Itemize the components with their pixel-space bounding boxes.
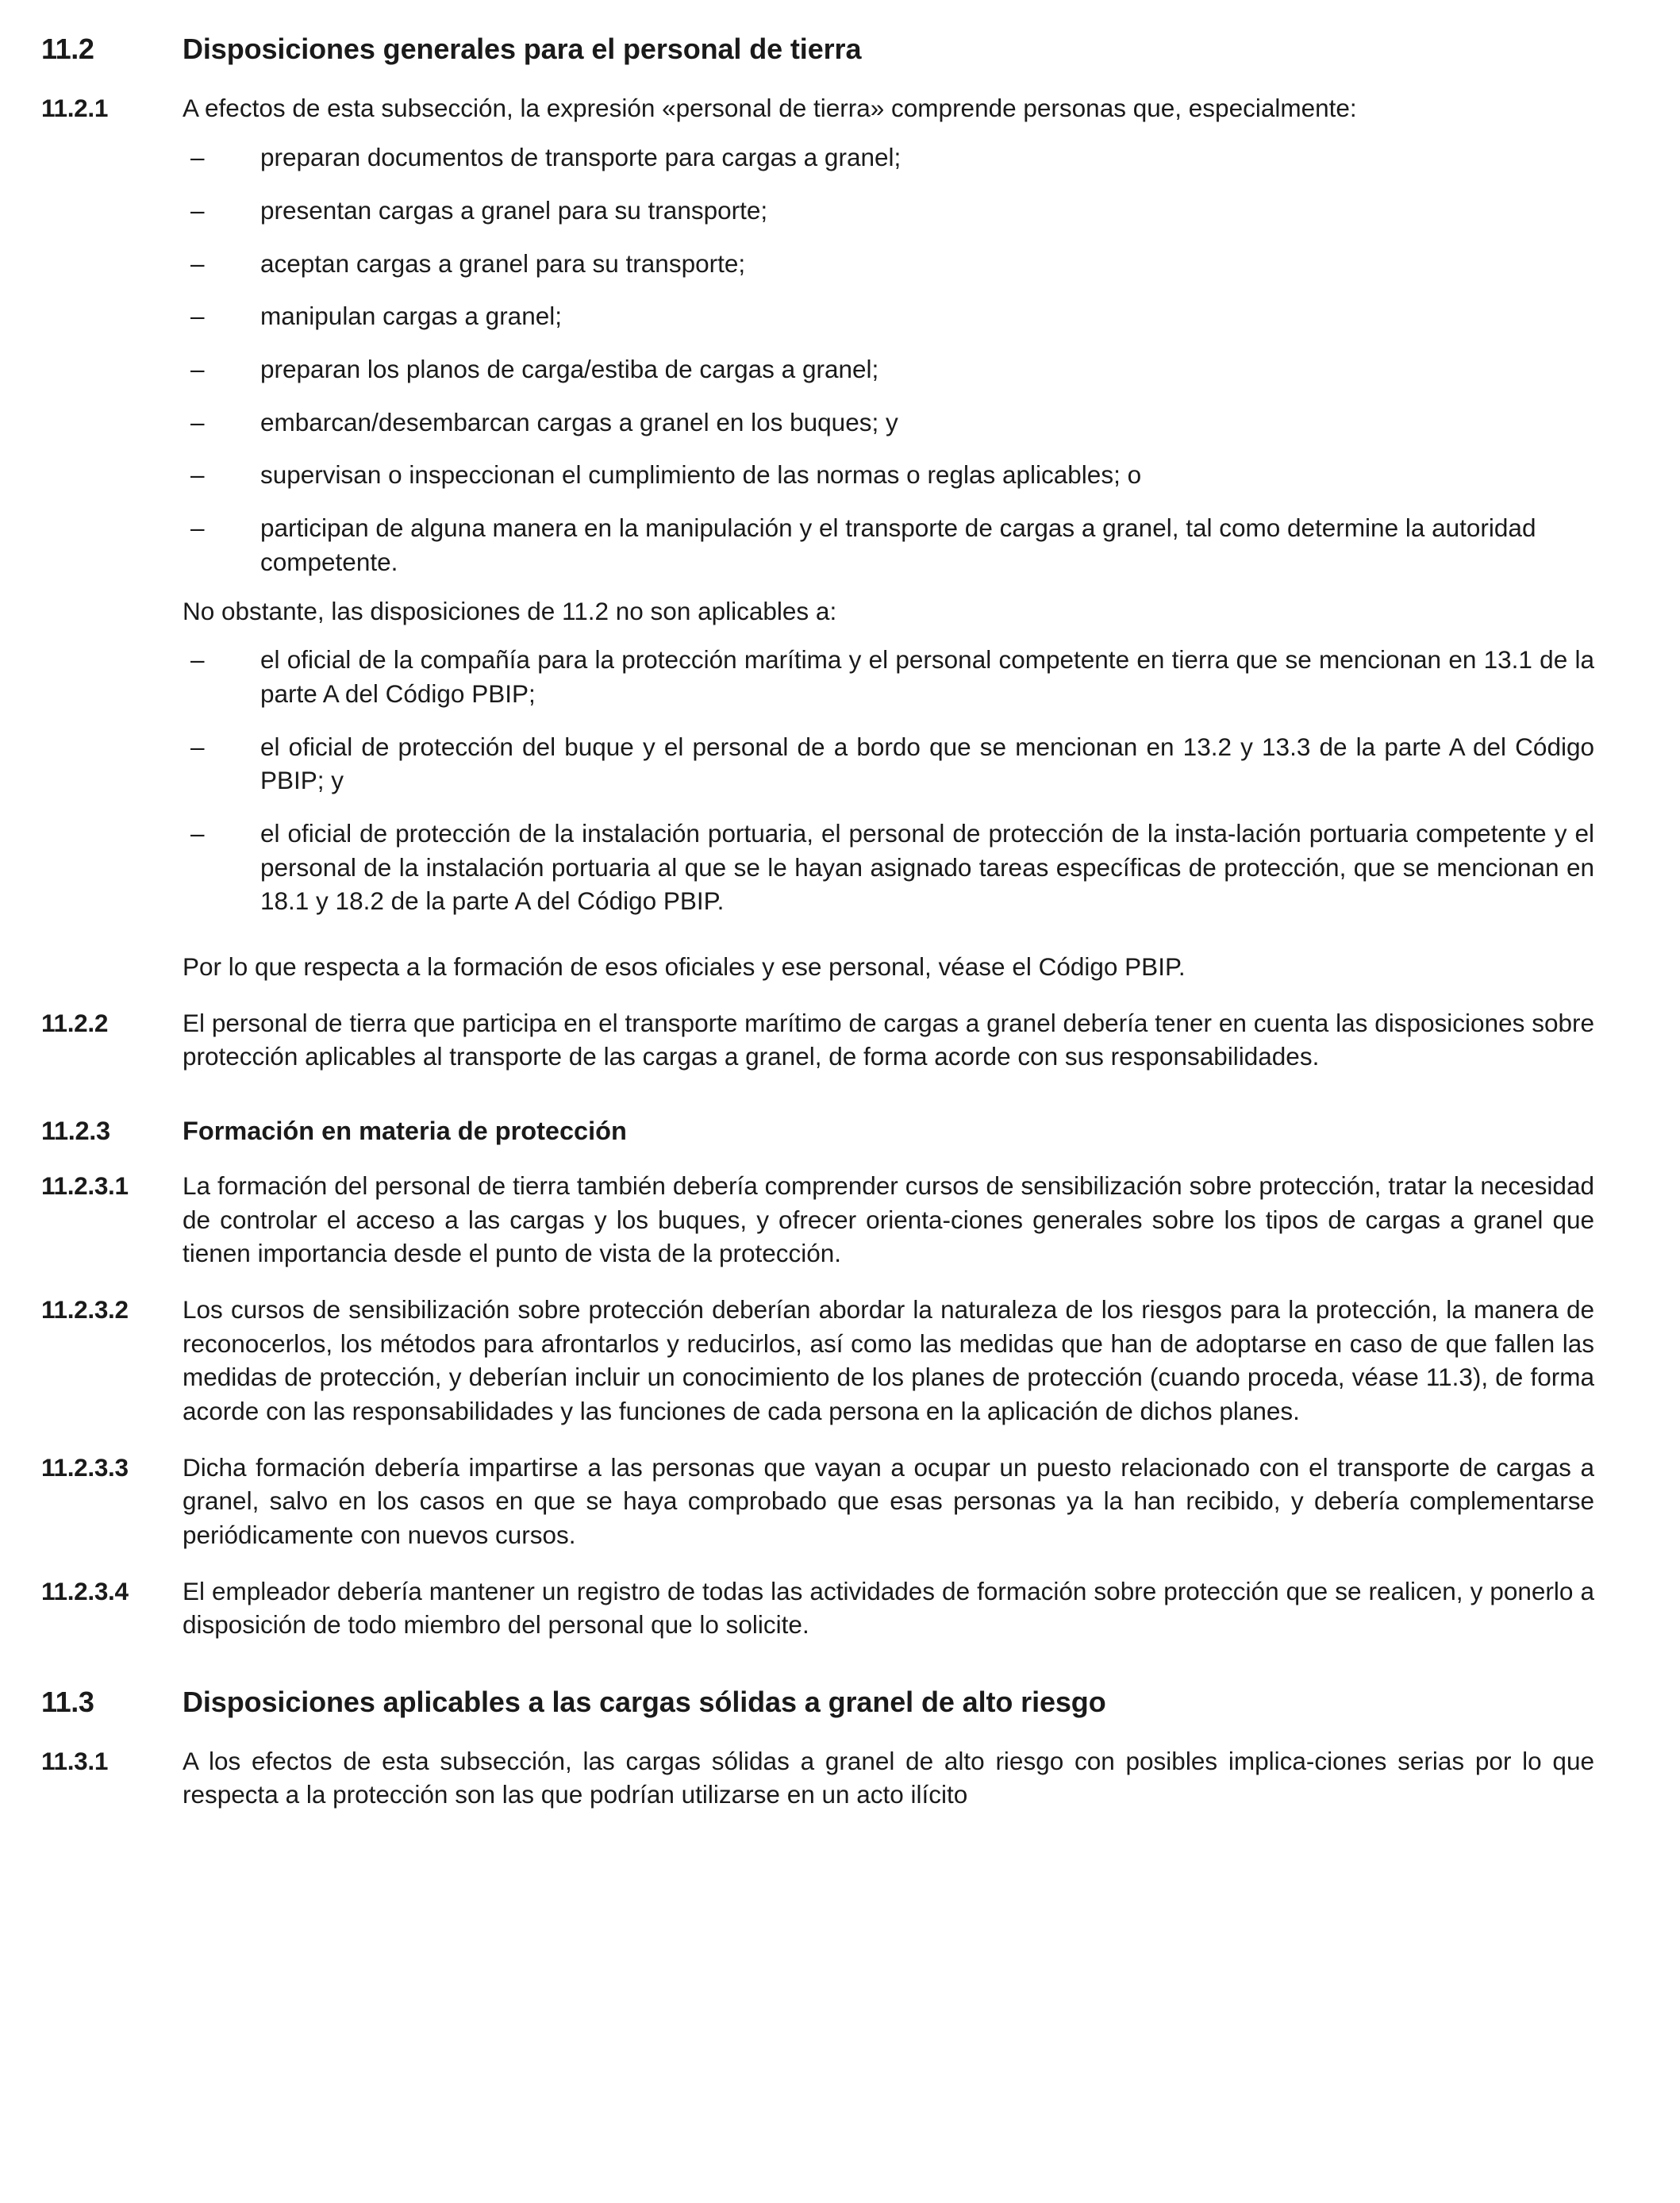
dash-marker-icon: – [190,732,205,761]
spacer [41,998,1594,1006]
paragraph-text-11-2-1: A efectos de esta subsección, la expresión «personal de tierra» comprende personas que, especialmente: [183,93,1357,122]
list-personal-de-tierra [41,140,1594,579]
paragraph-11-2-2 [41,1006,1594,1074]
dash-marker-icon: – [190,302,205,331]
dash-marker-icon: – [190,818,205,848]
paragraph-no-obstante-text: No obstante, las disposiciones de 11.2 no son aplicables a: [183,597,837,626]
list-item [183,194,1594,228]
paragraph-text-11-2-3-4: El empleador debería mantener un registro de todas las actividades de formación sobre protección que se realicen, y ponerlo a disposición de todo miembro del personal que lo solicite. [183,1576,1594,1640]
paragraph-text-11-2-2: El personal de tierra que participa en el transporte marítimo de cargas a granel debería tener en cuenta las disposiciones sobre protección aplicables al transporte de las cargas a granel, de forma acorde con sus responsabilidades. [183,1008,1594,1071]
list-item-text: el oficial de protección del buque y el personal de a bordo que se mencionan en 13.2 y 13.3 de la parte A del Código PBIP; y [260,732,1594,795]
paragraph-11-2-3-4 [41,1574,1594,1642]
dash-marker-icon: – [190,513,205,543]
list-item [183,406,1594,440]
paragraph-11-2-1 [41,91,1594,125]
section-title-11-3: Disposiciones aplicables a las cargas sólidas a granel de alto riesgo [183,1685,1106,1718]
paragraph-text-11-2-3-2: Los cursos de sensibilización sobre protección deberían abordar la naturaleza de los riesgos para la protección, la manera de reconocerlos, los métodos para afrontarlos y reducirlos, así como las medidas que han de adoptarse en caso de que fallen las medidas de protección, y deberían incluir un conocimiento de los planes de protección (cuando proceda, véase 11.3), de forma acorde con las responsabilidades y las funciones de cada persona en la aplicación de dichos planes. [183,1294,1594,1425]
paragraph-number-11-2-3-2: 11.2.3.2 [41,1294,129,1324]
section-title-11-2: Disposiciones generales para el personal de tierra [183,33,862,65]
paragraph-number-11-2-3-4: 11.2.3.4 [41,1576,129,1605]
paragraph-11-3-1 [41,1744,1594,1812]
list-item [183,140,1594,175]
dash-marker-icon: – [190,196,205,225]
spacer [41,932,1594,950]
paragraph-no-obstante [41,594,1594,629]
paragraph-number-11-2-1: 11.2.1 [41,93,109,122]
paragraph-text-11-3-1: A los efectos de esta subsección, las cargas sólidas a granel de alto riesgo con posibles implica-ciones serias por lo que respecta a la protección son las que podrían utilizarse en un acto ilícito [183,1746,1594,1809]
subsection-number-11-2-3: 11.2.3 [41,1116,110,1145]
dash-marker-icon: – [190,407,205,436]
paragraph-number-11-2-3-1: 11.2.3.1 [41,1171,129,1200]
list-item-text: participan de alguna manera en la manipulación y el transporte de cargas a granel, tal como determine la autoridad competente. [260,513,1536,576]
list-exclusiones-pbip [41,643,1594,918]
list-item-text: el oficial de la compañía para la protección marítima y el personal competente en tierra que se mencionan en 13.1 de la parte A del Código PBIP; [260,645,1594,708]
spacer [41,1567,1594,1574]
list-item-text: presentan cargas a granel para su transporte; [260,196,768,225]
section-number-11-3: 11.3 [41,1685,94,1718]
spacer [41,1656,1594,1683]
paragraph-number-11-2-2: 11.2.2 [41,1008,109,1037]
dash-marker-icon: – [190,460,205,490]
list-item [183,299,1594,333]
list-item-text: aceptan cargas a granel para su transporte; [260,248,746,278]
paragraph-11-2-3-1 [41,1169,1594,1271]
list-item [183,511,1594,579]
paragraph-11-2-3-3 [41,1451,1594,1552]
list-item [183,643,1594,710]
paragraph-text-11-2-3-1: La formación del personal de tierra también debería comprender cursos de sensibilización sobre protección, tratar la necesidad de controlar el acceso a las cargas y los buques, y ofrecer orienta-ciones generales sobre los tipos de cargas a granel que tienen importancia desde el punto de vista de la protección. [183,1171,1594,1268]
spacer [41,1285,1594,1293]
paragraph-text-11-2-3-3: Dicha formación debería impartirse a las personas que vayan a ocupar un puesto relacionado con el transporte de cargas a granel, salvo en los casos en que se haya comprobado que esas personas ya la han recibido, y debería complementarse periódicamente con nuevos cursos. [183,1452,1594,1549]
subsection-title-11-2-3: Formación en materia de protección [183,1116,627,1145]
paragraph-por-lo-que-respecta-text: Por lo que respecta a la formación de esos oficiales y ese personal, véase el Código PBIP. [183,952,1186,981]
list-item [183,352,1594,386]
subsection-heading-11-2-3 [41,1113,1594,1148]
dash-marker-icon: – [190,143,205,172]
list-item [183,458,1594,492]
paragraph-number-11-2-3-3: 11.2.3.3 [41,1452,129,1482]
paragraph-por-lo-que-respecta [41,950,1594,984]
spacer [41,1443,1594,1451]
list-item [183,730,1594,798]
dash-marker-icon: – [190,645,205,675]
list-item-text: el oficial de protección de la instalación portuaria, el personal de protección de la insta-lación portuaria competente y el personal de la instalación portuaria al que se le hayan asignado tareas específicas de protección, que se mencionan en 18.1 y 18.2 de la parte A del Código PBIP. [260,818,1594,916]
list-item-text: preparan documentos de transporte para cargas a granel; [260,143,902,172]
dash-marker-icon: – [190,355,205,384]
section-heading-11-2 [41,30,1594,69]
list-item [183,247,1594,281]
paragraph-11-2-3-2 [41,1293,1594,1428]
list-item [183,817,1594,918]
list-item-text: manipulan cargas a granel; [260,302,562,331]
list-item-text: supervisan o inspeccionan el cumplimiento de las normas o reglas aplicables; o [260,460,1142,490]
section-heading-11-3 [41,1683,1594,1722]
paragraph-number-11-3-1: 11.3.1 [41,1746,109,1775]
section-number-11-2: 11.2 [41,33,94,65]
dash-marker-icon: – [190,248,205,278]
list-item-text: embarcan/desembarcan cargas a granel en los buques; y [260,407,898,436]
list-item-text: preparan los planos de carga/estiba de cargas a granel; [260,355,879,384]
